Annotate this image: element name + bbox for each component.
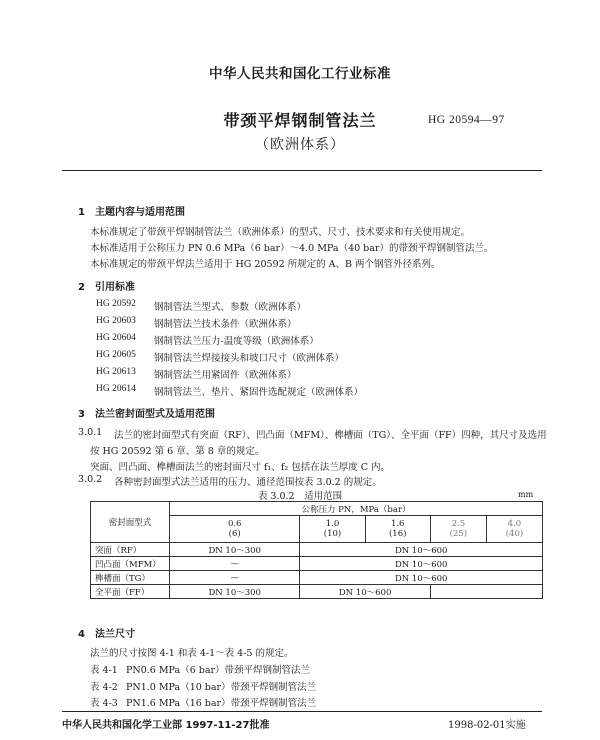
table-row [91, 557, 543, 571]
range-cell: DN 10～300 [170, 585, 300, 599]
header-sealing-face: 密封面型式 [91, 502, 170, 543]
table-row [91, 543, 543, 557]
clause-number: 3.0.2 [78, 474, 103, 485]
section-3-heading: 3 法兰密封面型式及适用范围 [78, 409, 215, 420]
range-cell: — [170, 557, 300, 571]
pressure-cell: 0.6 (6) [170, 516, 300, 543]
table-row [91, 571, 543, 585]
range-cell: DN 10～600 [300, 543, 543, 557]
document-subtitle: （欧洲体系） [255, 137, 345, 153]
clause-text: 各种密封面型式法兰适用的压力、通径范围按表 3.0.2 的规定。 [114, 477, 382, 488]
reference-code: HG 20603 [96, 316, 136, 326]
reference-code: HG 20592 [96, 299, 136, 309]
reference-title: 钢制管法兰焊接接头和坡口尺寸（欧洲体系） [154, 353, 345, 364]
sealing-face-type: 凹凸面（MFM） [91, 557, 170, 571]
pressure-cell: 1.6 (16) [365, 516, 430, 543]
table-unit: mm [518, 490, 534, 499]
standard-number: HG 20594—97 [428, 114, 505, 126]
reference-title: 钢制管法兰技术条件（欧洲体系） [154, 319, 297, 330]
section-1-paragraph: 本标准规定的带颈平焊法兰适用于 HG 20592 所规定的 A、B 两个钢管外径系列。 [90, 259, 441, 270]
range-cell: DN 10～300 [170, 543, 300, 557]
table-ref-text: PN1.0 MPa（10 bar）带颈平焊钢制管法兰 [126, 682, 317, 693]
table-header-row [91, 502, 543, 516]
section-2-heading: 2 引用标准 [78, 282, 135, 293]
section-1-paragraph: 本标准规定了带颈平焊钢制管法兰（欧洲体系）的型式、尺寸、技术要求和有关使用规定。 [90, 227, 471, 238]
pressure-cell: 2.5 (25) [430, 516, 486, 543]
section-4-heading: 4 法兰尺寸 [78, 629, 135, 640]
sealing-face-type: 榫槽面（TG） [91, 571, 170, 585]
header-nominal-pressure: 公称压力 PN，MPa（bar） [170, 502, 543, 516]
sealing-face-type: 突面（RF） [91, 543, 170, 557]
reference-code: HG 20604 [96, 333, 136, 343]
reference-code: HG 20605 [96, 350, 136, 360]
table-ref-label: 表 4-2 [90, 682, 118, 693]
range-cell-empty [430, 585, 542, 599]
reference-title: 钢制管法兰压力-温度等级（欧洲体系） [154, 336, 319, 347]
range-cell: DN 10～600 [300, 571, 543, 585]
table-caption: 表 3.0.2 适用范围 [257, 491, 343, 502]
section-1-heading: 1 主题内容与适用范围 [78, 207, 185, 218]
implementation-date: 1998-02-01实施 [448, 720, 526, 731]
clause-number: 3.0.1 [78, 427, 103, 438]
clause-text: 按 HG 20592 第 6 章、第 8 章的规定。 [90, 446, 265, 457]
section-4-intro: 法兰的尺寸按图 4-1 和表 4-1～表 4-5 的规定。 [90, 648, 294, 659]
range-cell: — [170, 571, 300, 585]
pressure-cell: 4.0 (40) [486, 516, 542, 543]
table-ref-label: 表 4-3 [90, 698, 118, 709]
range-cell: DN 10～600 [300, 585, 430, 599]
clause-text: 突面、凹凸面、榫槽面法兰的密封面尺寸 f₁、f₂ 包括在法兰厚度 C 内。 [90, 462, 390, 473]
range-cell: DN 10～600 [300, 557, 543, 571]
footer-divider [62, 711, 542, 712]
clause-text: 法兰的密封面型式有突面（RF）、凹凸面（MFM）、榫槽面（TG）、全平面（FF）四种，其尺寸及选用 [114, 430, 547, 441]
header-divider [62, 170, 542, 171]
reference-code: HG 20614 [96, 384, 136, 394]
reference-code: HG 20613 [96, 367, 136, 377]
approval-note: 中华人民共和国化学工业部 1997-11-27批准 [62, 720, 270, 731]
table-ref-label: 表 4-1 [90, 665, 118, 676]
section-1-paragraph: 本标准适用于公称压力 PN 0.6 MPa（6 bar）～4.0 MPa（40 bar）的带颈平焊钢制管法兰。 [90, 243, 494, 254]
issuing-organization: 中华人民共和国化工行业标准 [209, 66, 391, 82]
applicable-range-table [90, 501, 543, 599]
reference-title: 钢制管法兰型式、参数（欧洲体系） [154, 302, 307, 313]
reference-title: 钢制管法兰用紧固件（欧洲体系） [154, 370, 297, 381]
reference-title: 钢制管法兰、垫片、紧固件选配规定（欧洲体系） [154, 387, 364, 398]
sealing-face-type: 全平面（FF） [91, 585, 170, 599]
table-ref-text: PN0.6 MPa（6 bar）带颈平焊钢制管法兰 [126, 665, 311, 676]
pressure-cell: 1.0 (10) [300, 516, 365, 543]
table-row [91, 585, 543, 599]
table-ref-text: PN1.6 MPa（16 bar）带颈平焊钢制管法兰 [126, 698, 317, 709]
document-title: 带颈平焊钢制管法兰 [223, 111, 377, 130]
